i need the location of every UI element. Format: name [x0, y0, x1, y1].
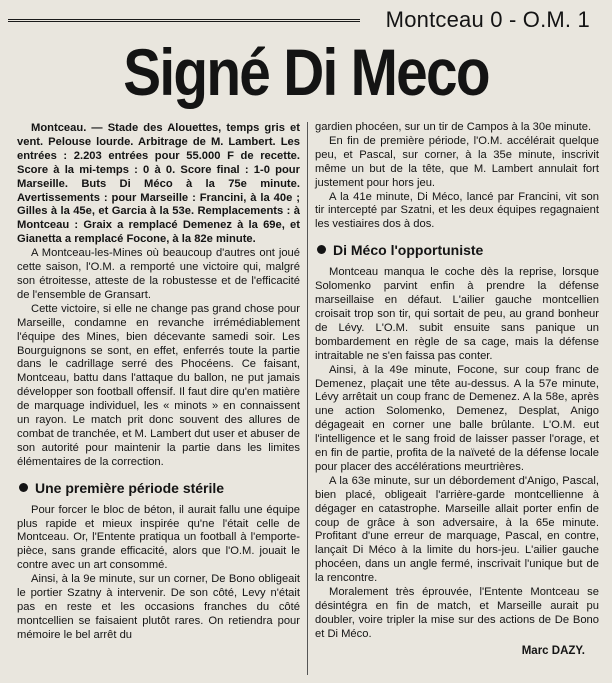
subhead-text: Di Méco l'opportuniste — [333, 242, 484, 259]
paragraph: Montceau manqua le coche dès la reprise, lorsque Solomenko parvint enfin à prendre la défense marseillaise en défaut. L'ailier gauche montcellien croisait trop son tir, qui sortait de peu, au grand bonheur de Lévy. L'O.M. subit ensuite sans panique un bombardement en règle de sa cage, mais la défense intraitable ne s'en faissa pas conter. — [315, 266, 599, 362]
paragraph: Ainsi, à la 9e minute, sur un corner, De Bono obligeait le portier Szatny à intervenir. De son côté, Levy n'était pas en reste et les occasions franches du côté montcellien se faisaient plutôt rares. On retiendra pour mémoire le bel arrêt du — [17, 573, 300, 641]
left-column — [17, 122, 300, 643]
header-rule — [8, 19, 360, 22]
subhead-text: Une première période stérile — [35, 479, 225, 496]
paragraph: Pour forcer le bloc de béton, il aurait fallu une équipe plus rapide et mieux inspirée qu'ne l'était celle de Montceau. Or, l'Entente pratiqua un football à l'emporte-pièce, sans grande efficacité, alors que l'O.M. jouait le contre avec un art consommé. — [17, 503, 300, 572]
bullet-icon — [317, 245, 326, 254]
match-score: Montceau 0 - O.M. 1 — [380, 7, 590, 33]
bullet-icon — [19, 483, 28, 492]
paragraph: A la 41e minute, Di Méco, lancé par Francini, vit son tir intercepté par Szatni, et les deux équipes regagnaient les vestiaires dos à dos. — [315, 190, 599, 231]
paragraph: En fin de première période, l'O.M. accélérait quelque peu, et Pascal, sur corner, à la 35e minute, inscrivit même un but de la tête, que M. Lambert annulait fort justement pour hors jeu. — [315, 134, 599, 189]
paragraph: Ainsi, à la 49e minute, Focone, sur coup franc de Demenez, plaçait une tête au-dessus. A la 57e minute, Lévy arrêtait un coup franc de Demenez. A la 58e, après une action Solomenko, Demenez, Desplat, Anigo dégageait en corner une balle brûlante. L'O.M. eut l'intelligence et le sang froid de laisser passer l'orage, et en fin de partie, profita de la naïveté de la défense locale pour placer des accélérations meurtrières. — [315, 363, 599, 473]
paragraph: gardien phocéen, sur un tir de Campos à la 30e minute. — [315, 121, 592, 133]
score-header — [8, 7, 604, 32]
section-subhead — [17, 479, 300, 497]
headline: Signé Di Meco — [123, 35, 489, 109]
paragraph: A Montceau-les-Mines où beaucoup d'autres ont joué cette saison, l'O.M. a remporté une victoire qui, malgré son étroitesse, atteste de la robustesse et de l'efficacité de l'ensemble de Gransart. — [17, 247, 300, 301]
paragraph: Cette victoire, si elle ne change pas grand chose pour Marseille, condamne en revanche irrémédiablement l'équipe des Mines, bien décevante samedi soir. Les Bourguignons se sont, en effet, enferrés toute la partie dans le cadrillage serré des Phocéens. Ce faisant, Montceau, battu dans l'attaque du ballon, ne put jamais développer son football offensif. Il faut dire qu'en matière de marquage individuel, les « minots » en connaissent un rayon. Le match prit donc souvent des allures de combat de tranchée, et M. Lambert dut user et abuser de son autorité pour maintenir la partie dans les limites élémentaires de la correction. — [17, 302, 300, 468]
paragraph: Moralement très éprouvée, l'Entente Montceau se désintégra en fin de match, et Marseille aurait pu doubler, voire tripler la mise sur des actions de De Bono et Di Méco. — [315, 586, 599, 640]
right-column — [315, 121, 599, 659]
paragraph: A la 63e minute, sur un débordement d'Anigo, Pascal, bien placé, obligeait l'arrière-garde montcellienne à dégager en catastrophe. Marseille allait porter enfin de coup de grâce à son adversaire, à la 65e minute. Profitant d'une erreur de marquage, Pascal, en contre, lançait Di Méco à la limite du hors-jeu. L'ailier gauche phocéen, dans un angle fermé, inscrivait l'unique but de la rencontre. — [315, 474, 599, 585]
match-summary: Montceau. — Stade des Alouettes, temps gris et vent. Pelouse lourde. Arbitrage de M. Lambert. Les entrées : 2.203 entrées pour 55.000 F de recette. Score à la mi-temps : 0 à 0. Score final : 1-0 pour Marseille. Buts Di Méco à la 75e minute. Avertissements : pour Marseille : Francini, à la 40e ; Gilles à la 45e, et Garcia à la 53e. Remplacements : à Montceau : Graix a remplacé Demenez à la 69e, et Gianetta a remplacé Focone, à la 82e minute. — [17, 122, 300, 246]
section-subhead — [315, 241, 599, 259]
author-signature: Marc DAZY. — [521, 644, 585, 657]
column-divider — [307, 122, 308, 675]
